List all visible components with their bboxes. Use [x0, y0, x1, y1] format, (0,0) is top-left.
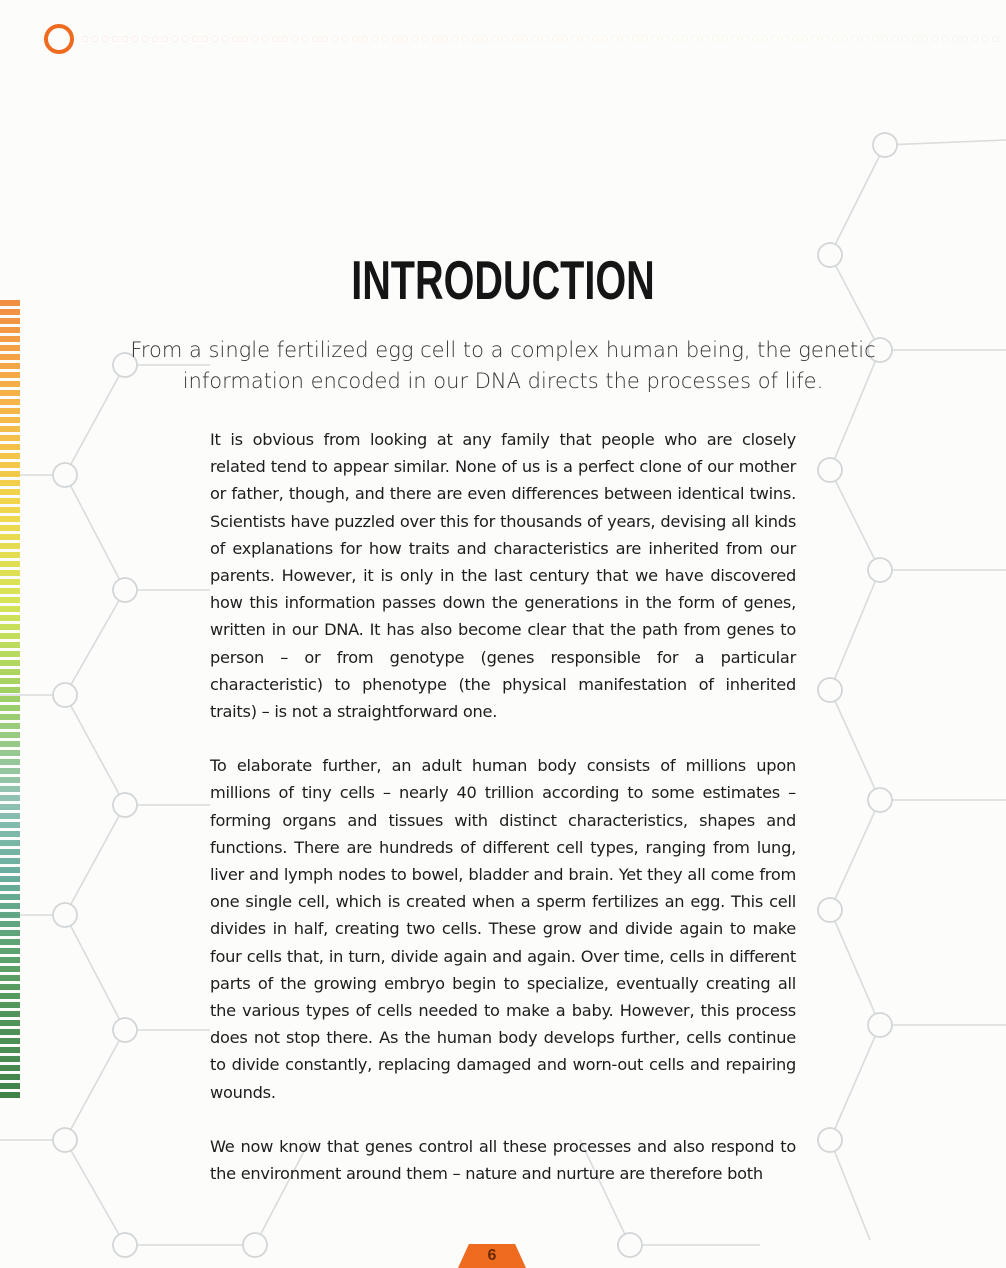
- page-number: 6: [487, 1247, 497, 1264]
- body-paragraph-1: It is obvious from looking at any family that people who are closely related tend to appear similar. None of us is a perfect clone of our mother or father, though, and there are even differences between identical twins. Scientists have puzzled over this for thousands of years, devising all kinds of explanations for how traits and characteristics are inherited from our parents. However, it is only in the last century that we have discovered how this information passes down the generations in the form of genes, written in our DNA. It has also become clear that the path from genes to person – or from genotype (genes responsible for a particular characteristic) to phenotype (the physical manifestation of inherited traits) – is not a straightforward one.: [210, 430, 796, 722]
- body-text: [210, 426, 796, 1214]
- page-subtitle: From a single fertilized egg cell to a complex human being, the genetic information encoded in our DNA directs the processes of life.: [130, 338, 876, 393]
- header-ring-icon: [44, 24, 74, 54]
- body-paragraph-2: To elaborate further, an adult human body consists of millions upon millions of tiny cells – nearly 40 trillion according to some estimates – forming organs and tissues with distinct characteristics, shapes and functions. There are hundreds of different cell types, ranging from lung, liver and lymph nodes to bowel, bladder and brain. Yet they all come from one single cell, which is created when a sperm fertilizes an egg. This cell divides in half, creating two cells. These grow and divide again to make four cells that, in turn, divide again and again. Over time, cells in different parts of the growing embryo begin to specialize, eventually creating all the various types of cells needed to make a baby. However, this process does not stop there. As the human body develops further, cells continue to divide constantly, replacing damaged and worn-out cells and repairing wounds.: [210, 756, 796, 1102]
- page-title: INTRODUCTION: [351, 249, 655, 311]
- body-paragraph-3: We now know that genes control all these processes and also respond to the environment around them – nature and nurture are therefore both: [210, 1136, 796, 1184]
- header-dotted-rule: [82, 36, 1002, 42]
- color-edge-stripe: [0, 300, 20, 1100]
